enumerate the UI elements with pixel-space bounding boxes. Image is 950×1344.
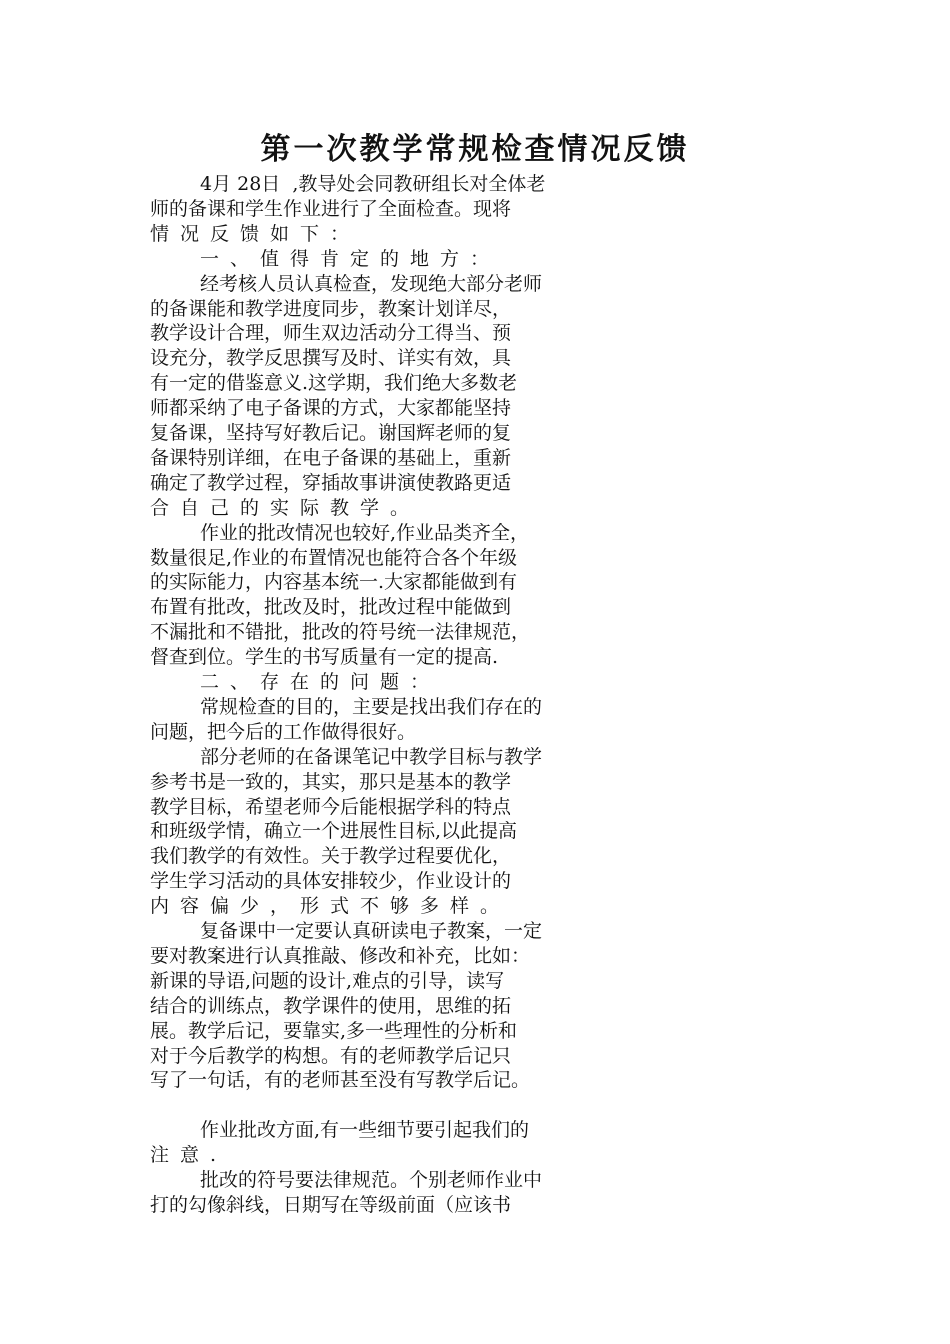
text-line: 布置有批改，批改及时，批改过程中能做到: [150, 596, 512, 618]
text-line: 教学设计合理，师生双边活动分工得当、预: [150, 322, 512, 344]
text-line: 写了一句话，有的老师甚至没有写教学后记。: [150, 1069, 531, 1091]
text-line: 不漏批和不错批，批改的符号统一法律规范，: [150, 621, 531, 643]
text-line: 的备课能和教学进度同步，教案计划详尽，: [150, 298, 512, 320]
text-line: 经考核人员认真检查，发现绝大部分老师: [200, 273, 543, 295]
text-line: 注意.: [150, 1144, 228, 1166]
text-line: 对于今后教学的构想。有的老师教学后记只: [150, 1045, 512, 1067]
text-line: 复备课，坚持写好教后记。谢国辉老师的复: [150, 422, 512, 444]
text-line: 常规检查的目的，主要是找出我们存在的: [200, 696, 543, 718]
text-line: 打的勾像斜线，日期写在等级前面（应该书: [150, 1194, 512, 1216]
text-line: 作业的批改情况也较好,作业品类齐全，: [200, 522, 530, 544]
text-line: 批改的符号要法律规范。个别老师作业中: [200, 1169, 543, 1191]
text-line: 4月 28日 ,教导处会同教研组长对全体老: [200, 173, 546, 195]
text-line: 复备课中一定要认真研读电子教案，一定: [200, 920, 543, 942]
text-line: 数量很足,作业的布置情况也能符合各个年级: [150, 547, 518, 569]
text-line: 备课特别详细，在电子备课的基础上，重新: [150, 447, 512, 469]
text-line: 要对教案进行认真推敲、修改和补充，比如：: [150, 945, 531, 967]
text-line: 展。教学后记，要靠实,多一些理性的分析和: [150, 1020, 518, 1042]
text-line: 有一定的借鉴意义.这学期，我们绝大多数老: [150, 372, 518, 394]
text-line: 学生学习活动的具体安排较少，作业设计的: [150, 870, 512, 892]
text-line: 新课的导语,问题的设计,难点的引导，读写: [150, 970, 505, 992]
text-line: 二、存在的问题：: [200, 671, 441, 693]
text-line: 一、值得肯定的地方：: [200, 248, 501, 270]
text-line: 结合的训练点，教学课件的使用，思维的拓: [150, 995, 512, 1017]
text-line: 教学目标，希望老师今后能根据学科的特点: [150, 796, 512, 818]
text-line: 确定了教学过程，穿插故事讲演使教路更适: [150, 472, 512, 494]
text-line: 的实际能力，内容基本统一.大家都能做到有: [150, 571, 518, 593]
text-line: 师都采纳了电子备课的方式，大家都能坚持: [150, 397, 512, 419]
document-title: 第一次教学常规检查情况反馈: [260, 132, 690, 167]
text-line: 师的备课和学生作业进行了全面检查。现将: [150, 198, 512, 220]
text-line: 参考书是一致的，其实，那只是基本的教学: [150, 771, 512, 793]
text-line: 部分老师的在备课笔记中教学目标与教学: [200, 746, 543, 768]
text-line: 作业批改方面,有一些细节要引起我们的: [200, 1119, 530, 1141]
text-line: [150, 1093, 800, 1118]
text-line: 督查到位。学生的书写质量有一定的提高.: [150, 646, 499, 668]
text-line: 合自己的实际教学。: [150, 497, 421, 519]
text-line: 我们教学的有效性。关于教学过程要优化，: [150, 845, 512, 867]
text-line: 问题，把今后的工作做得很好。: [150, 721, 417, 743]
text-line: 和班级学情，确立一个进展性目标,以此提高: [150, 820, 518, 842]
text-line: 内容偏少，形式不够多样。: [150, 895, 511, 917]
text-line: 设充分，教学反思撰写及时、详实有效，具: [150, 347, 512, 369]
text-line: 情况反馈如下：: [150, 223, 361, 245]
